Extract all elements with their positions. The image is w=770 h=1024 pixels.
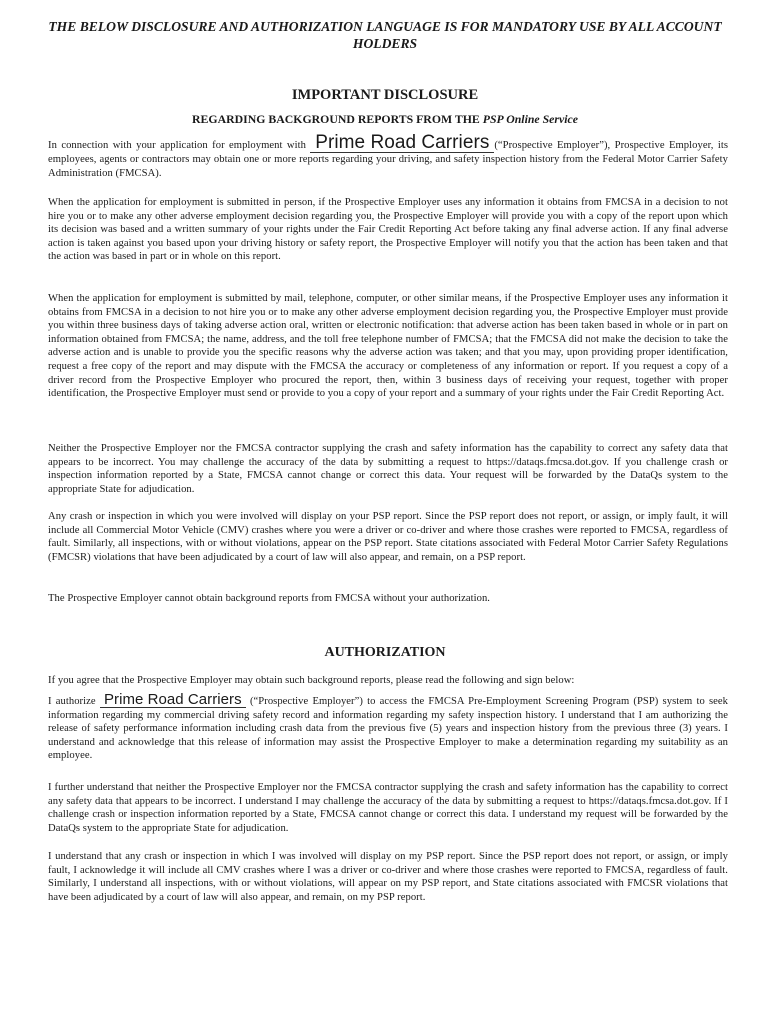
disclosure-paragraph-5: Any crash or inspection in which you were involved will display on your PSP report. Since the PSP report does not report, or assign, or imply fault, it will include all Commercial Motor Vehicle (CMV) crashes where you were a driver or co-driver and where those crashes were reported to FMCSA, regardless of fault. Similarly, all inspections, with or without violations, appear on the PSP report. State citations associated with Federal Motor Carrier Safety Regulations (FMCSR) violations that have been adjudicated by a court of law will also appear, and remain, on a PSP report. <box>48 511 728 563</box>
psp-service-name: PSP Online Service <box>482 112 578 126</box>
subheading-prefix: REGARDING BACKGROUND REPORTS FROM THE <box>192 112 483 126</box>
authorization-paragraph-1 <box>48 692 728 763</box>
employer-name-field[interactable]: Prime Road Carriers <box>310 133 494 153</box>
disclosure-paragraph-1 <box>48 133 728 180</box>
authorization-p1-before: I authorize <box>48 696 100 707</box>
disclosure-subheading <box>40 112 730 127</box>
disclosure-heading: IMPORTANT DISCLOSURE <box>291 87 479 103</box>
mandatory-use-title: THE BELOW DISCLOSURE AND AUTHORIZATION LANGUAGE IS FOR MANDATORY USE BY ALL ACCOUNT HOLDERS <box>48 19 722 51</box>
authorized-employer-field[interactable]: Prime Road Carriers <box>100 692 246 708</box>
disclosure-p1-after: (“Prospective Employer”), Prospective Employer, its employees, agents or contractors may obtain one or more reports regarding your driving, and safety inspection history from the Federal Motor Carrier Safety Administration (FMCSA). <box>48 140 728 179</box>
disclosure-paragraph-3: When the application for employment is submitted by mail, telephone, computer, or other similar means, if the Prospective Employer uses any information it obtains from FMCSA in a decision to not hire you or to make any other adverse employment decision regarding you, the Prospective Employer must provide you within three business days of taking adverse action oral, written or electronic notification: that adverse action has been taken based in whole or in part on information obtained from FMCSA; the name, address, and the toll free telephone number of FMCSA; that the FMCSA did not make the decision to take the adverse action and is unable to provide you the specific reasons why the adverse action was taken; and that you may, upon providing proper identification, request a free copy of the report and may dispute with the FMCSA the accuracy or completeness of any information or report. If you request a copy of a driver record from the Prospective Employer who procured the report, then, within 3 business days of receiving your request, together with proper identification, the Prospective Employer must send or provide to you a copy of your report and a summary of your rights under the Fair Credit Reporting Act. <box>48 293 728 400</box>
authorization-p1-after: (“Prospective Employer”) to access the FMCSA Pre-Employment Screening Program (PSP) system to seek information regarding my commercial driving safety record and information regarding my safety inspection history. I understand that I am authorizing the release of safety performance information including crash data from the previous five (5) years and inspection history from the previous three (3) years. I understand and acknowledge that this release of information may assist the Prospective Employer to make a determination regarding my suitability as an employee. <box>48 696 728 762</box>
authorization-paragraph-3: I understand that any crash or inspection in which I was involved will display on my PSP report. Since the PSP report does not report, or assign, or imply fault, I acknowledge it will include all CMV crashes where I was a driver or co-driver and where those crashes were reported to FMCSA, regardless of fault. Similarly, I understand all inspections, with or without violations, will appear on my PSP report, and State citations associated with FMCSR violations that have been adjudicated by a court of law will also appear, and remain, on my PSP report. <box>48 851 728 903</box>
disclosure-paragraph-6: The Prospective Employer cannot obtain background reports from FMCSA without your authorization. <box>48 593 491 604</box>
disclosure-p1-before: In connection with your application for employment with <box>48 140 311 151</box>
disclosure-paragraph-2: When the application for employment is submitted in person, if the Prospective Employer uses any information it obtains from FMCSA in a decision to not hire you or to make any other adverse employment decision regarding you, the Prospective Employer will provide you with a copy of the report upon which its decision was based and a written summary of your rights under the Fair Credit Reporting Act before taking any final adverse action. If any final adverse action is taken against you based upon your driving history or safety report, the Prospective Employer will notify you that the action has been taken and that the action was based in part or in whole on this report. <box>48 197 728 263</box>
authorization-paragraph-2: I further understand that neither the Prospective Employer nor the FMCSA contractor supplying the crash and safety information has the capability to correct any safety data that appears to be incorrect. I understand I may challenge the accuracy of the data by submitting a request to https://dataqs.fmcsa.dot.gov. If I challenge crash or inspection information reported by a State, FMCSA cannot change or correct this data. I understand my request will be forwarded by the DataQs system to the appropriate State for adjudication. <box>48 782 728 834</box>
authorization-intro: If you agree that the Prospective Employer may obtain such background reports, please read the following and sign below: <box>48 675 575 686</box>
authorization-heading: AUTHORIZATION <box>324 645 446 660</box>
disclosure-paragraph-4: Neither the Prospective Employer nor the FMCSA contractor supplying the crash and safety information has the capability to correct any safety data that appears to be incorrect. You may challenge the accuracy of the data by submitting a request to https://dataqs.fmcsa.dot.gov. If you challenge crash or inspection information reported by a State, FMCSA cannot change or correct this data. Your request will be forwarded by the DataQs system to the appropriate State for adjudication. <box>48 443 728 495</box>
